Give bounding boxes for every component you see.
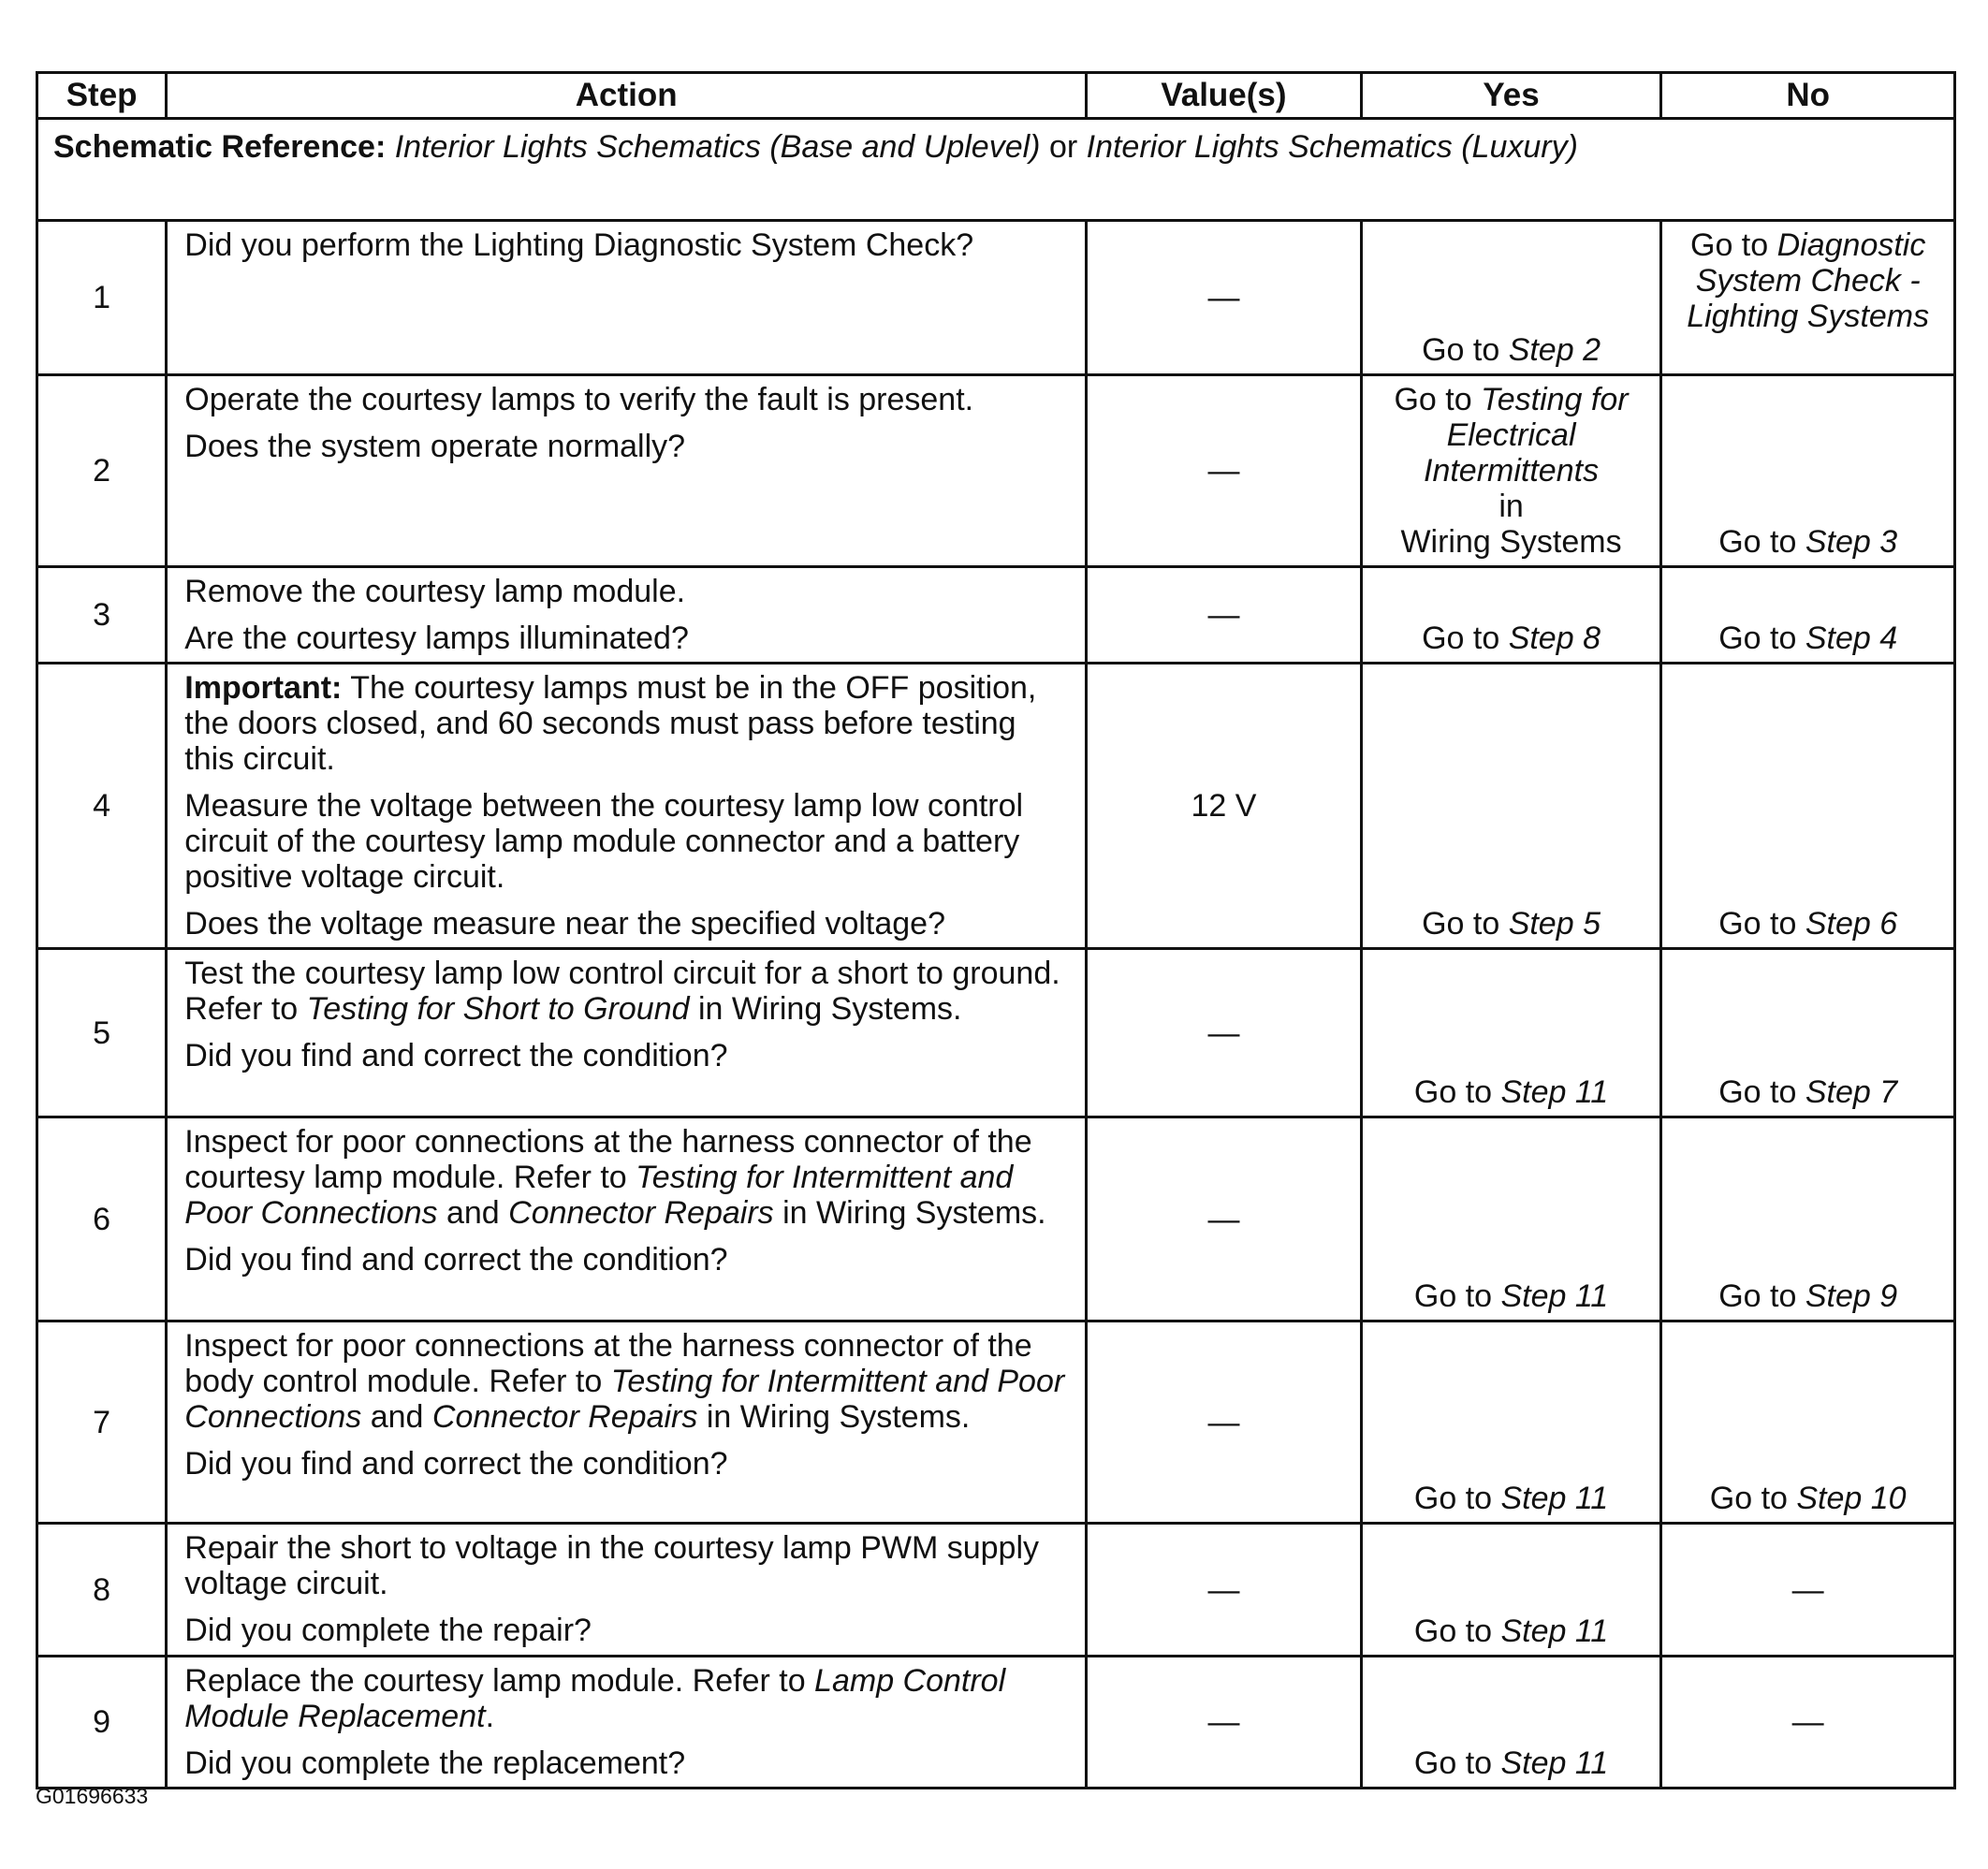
yes-cell xyxy=(1361,1117,1661,1321)
figure-id: G01696633 xyxy=(36,1784,149,1808)
header-values: Value(s) xyxy=(1087,73,1362,119)
header-row xyxy=(37,73,1955,119)
no-prefix: Go to xyxy=(1718,621,1805,656)
action-link[interactable]: Lamp Control Module Replacement xyxy=(184,1663,1006,1734)
action-cell xyxy=(167,375,1087,567)
table-row xyxy=(37,664,1955,949)
action-text-part: in Wiring Systems. xyxy=(689,991,962,1027)
yes-link[interactable]: Step 11 xyxy=(1500,1074,1609,1110)
action-cell xyxy=(167,1657,1087,1789)
no-cell xyxy=(1661,664,1955,949)
table-row xyxy=(37,1321,1955,1524)
action-text xyxy=(184,1124,1068,1231)
no-cell xyxy=(1661,1321,1955,1524)
no-link[interactable]: Step 9 xyxy=(1805,1278,1898,1314)
schematic-reference-row xyxy=(37,119,1955,221)
action-text: Measure the voltage between the courtesy lamp low control circuit of the courtesy lamp module connector and a battery positive voltage circuit. xyxy=(184,788,1024,895)
no-cell xyxy=(1661,949,1955,1117)
action-cell xyxy=(167,664,1087,949)
action-text-part: in Wiring Systems. xyxy=(697,1399,971,1435)
step-number: 2 xyxy=(37,375,167,567)
no-prefix: Go to xyxy=(1718,1074,1805,1110)
action-text-part: Test the courtesy lamp low control circuit for a short to ground. Refer to xyxy=(184,956,1060,1027)
step-number: 1 xyxy=(37,221,167,375)
yes-link[interactable]: Step 11 xyxy=(1500,1278,1609,1314)
yes-prefix: Go to xyxy=(1422,332,1509,368)
action-text-part: Inspect for poor connections at the harness connector of the body control module. Refer to xyxy=(184,1328,1032,1399)
yes-prefix: Go to xyxy=(1413,1481,1501,1516)
yes-cell xyxy=(1361,567,1661,664)
yes-prefix: Go to xyxy=(1413,1613,1501,1649)
yes-cell xyxy=(1361,949,1661,1117)
yes-cell xyxy=(1361,375,1661,567)
yes-prefix: Go to xyxy=(1413,1074,1501,1110)
action-question: Did you find and correct the condition? xyxy=(184,1038,728,1073)
action-link[interactable]: Testing for Short to Ground xyxy=(306,991,690,1027)
schematic-reference xyxy=(37,119,1955,221)
schematic-or: or xyxy=(1040,129,1087,165)
action-question: Did you complete the repair? xyxy=(184,1613,592,1648)
yes-link[interactable]: Step 8 xyxy=(1508,621,1601,656)
action-question: Did you find and correct the condition? xyxy=(184,1446,728,1482)
action-question: Does the system operate normally? xyxy=(184,429,686,464)
no-link[interactable]: Step 3 xyxy=(1805,524,1898,560)
yes-cell xyxy=(1361,664,1661,949)
no-prefix: Go to xyxy=(1690,227,1777,263)
table-row xyxy=(37,567,1955,664)
action-question: Does the voltage measure near the specified voltage? xyxy=(184,906,945,942)
table-row xyxy=(37,1524,1955,1657)
yes-link[interactable]: Step 5 xyxy=(1508,906,1601,942)
yes-prefix: Go to xyxy=(1422,906,1509,942)
no-cell xyxy=(1661,1117,1955,1321)
action-text: Operate the courtesy lamps to verify the fault is present. xyxy=(184,382,974,417)
yes-cell xyxy=(1361,1657,1661,1789)
action-link[interactable]: Testing for Intermittent and Poor Connections xyxy=(184,1364,1065,1435)
no-prefix: Go to xyxy=(1718,906,1805,942)
no-prefix: Go to xyxy=(1718,524,1805,560)
action-link[interactable]: Connector Repairs xyxy=(508,1195,774,1231)
action-cell xyxy=(167,1524,1087,1657)
action-question: Did you complete the replacement? xyxy=(184,1745,686,1781)
yes-link[interactable]: Step 11 xyxy=(1500,1481,1609,1516)
action-cell xyxy=(167,221,1087,375)
value-cell: — xyxy=(1087,949,1362,1117)
yes-link[interactable]: Step 2 xyxy=(1508,332,1601,368)
action-text-part: and xyxy=(361,1399,432,1435)
no-cell: — xyxy=(1661,1657,1955,1789)
no-cell: — xyxy=(1661,1524,1955,1657)
value-cell: — xyxy=(1087,1657,1362,1789)
yes-cell xyxy=(1361,1524,1661,1657)
value-cell: — xyxy=(1087,1117,1362,1321)
action-cell xyxy=(167,1117,1087,1321)
action-text xyxy=(184,1328,1068,1435)
step-number: 9 xyxy=(37,1657,167,1789)
yes-link[interactable]: Testing for Electrical Intermittents xyxy=(1424,382,1629,489)
action-cell xyxy=(167,949,1087,1117)
table-row xyxy=(37,1117,1955,1321)
no-link[interactable]: Diagnostic System Check - Lighting Systems xyxy=(1687,227,1930,334)
table-row xyxy=(37,221,1955,375)
yes-in-text: in xyxy=(1498,489,1524,524)
no-cell xyxy=(1661,221,1955,375)
yes-prefix: Go to xyxy=(1394,382,1482,417)
diagnostic-table xyxy=(36,71,1956,1789)
no-link[interactable]: Step 6 xyxy=(1805,906,1898,942)
important-note xyxy=(184,670,1068,777)
action-question: Are the courtesy lamps illuminated? xyxy=(184,621,689,656)
no-link[interactable]: Step 7 xyxy=(1805,1074,1898,1110)
header-step: Step xyxy=(37,73,167,119)
step-number: 5 xyxy=(37,949,167,1117)
action-text-part: in Wiring Systems. xyxy=(773,1195,1046,1231)
action-text-part: Replace the courtesy lamp module. Refer to xyxy=(184,1663,815,1699)
yes-prefix: Go to xyxy=(1413,1745,1501,1781)
table-row xyxy=(37,949,1955,1117)
action-text-part: . xyxy=(485,1699,495,1734)
yes-wiring-text: Wiring Systems xyxy=(1400,524,1622,560)
table-row xyxy=(37,375,1955,567)
yes-link[interactable]: Step 11 xyxy=(1500,1613,1609,1649)
header-yes: Yes xyxy=(1361,73,1661,119)
value-cell: — xyxy=(1087,221,1362,375)
action-link[interactable]: Testing for Intermittent and Poor Connections xyxy=(184,1160,1014,1231)
step-number: 8 xyxy=(37,1524,167,1657)
action-text: Repair the short to voltage in the courtesy lamp PWM supply voltage circuit. xyxy=(184,1530,1040,1601)
no-link[interactable]: Step 10 xyxy=(1796,1481,1907,1516)
yes-cell xyxy=(1361,221,1661,375)
no-link[interactable]: Step 4 xyxy=(1805,621,1898,656)
header-no: No xyxy=(1661,73,1955,119)
important-text: The courtesy lamps must be in the OFF position, the doors closed, and 60 seconds must pass before testing this circuit. xyxy=(184,670,1037,777)
value-cell: — xyxy=(1087,567,1362,664)
action-text: Did you perform the Lighting Diagnostic System Check? xyxy=(184,227,974,263)
action-link[interactable]: Connector Repairs xyxy=(431,1399,698,1435)
action-text-part: Inspect for poor connections at the harness connector of the courtesy lamp module. Refer to xyxy=(184,1124,1032,1195)
action-text xyxy=(184,956,1068,1027)
no-prefix: Go to xyxy=(1709,1481,1797,1516)
schematic-label: Schematic Reference: xyxy=(53,129,387,165)
yes-prefix: Go to xyxy=(1413,1278,1501,1314)
action-cell xyxy=(167,567,1087,664)
yes-cell xyxy=(1361,1321,1661,1524)
no-cell xyxy=(1661,567,1955,664)
action-cell xyxy=(167,1321,1087,1524)
value-cell: — xyxy=(1087,1524,1362,1657)
step-number: 3 xyxy=(37,567,167,664)
no-prefix: Go to xyxy=(1718,1278,1805,1314)
schematic-link-base[interactable]: Interior Lights Schematics (Base and Uplevel) xyxy=(394,129,1041,165)
important-label: Important: xyxy=(184,670,343,706)
step-number: 7 xyxy=(37,1321,167,1524)
yes-prefix: Go to xyxy=(1422,621,1509,656)
value-cell: 12 V xyxy=(1087,664,1362,949)
action-question: Did you find and correct the condition? xyxy=(184,1242,728,1278)
action-text-part: and xyxy=(437,1195,509,1231)
no-cell xyxy=(1661,375,1955,567)
yes-link[interactable]: Step 11 xyxy=(1500,1745,1609,1781)
schematic-link-luxury[interactable]: Interior Lights Schematics (Luxury) xyxy=(1086,129,1578,165)
header-action: Action xyxy=(167,73,1087,119)
value-cell: — xyxy=(1087,1321,1362,1524)
step-number: 6 xyxy=(37,1117,167,1321)
step-number: 4 xyxy=(37,664,167,949)
action-text xyxy=(184,1663,1068,1734)
table-row xyxy=(37,1657,1955,1789)
value-cell: — xyxy=(1087,375,1362,567)
action-text: Remove the courtesy lamp module. xyxy=(184,574,686,609)
